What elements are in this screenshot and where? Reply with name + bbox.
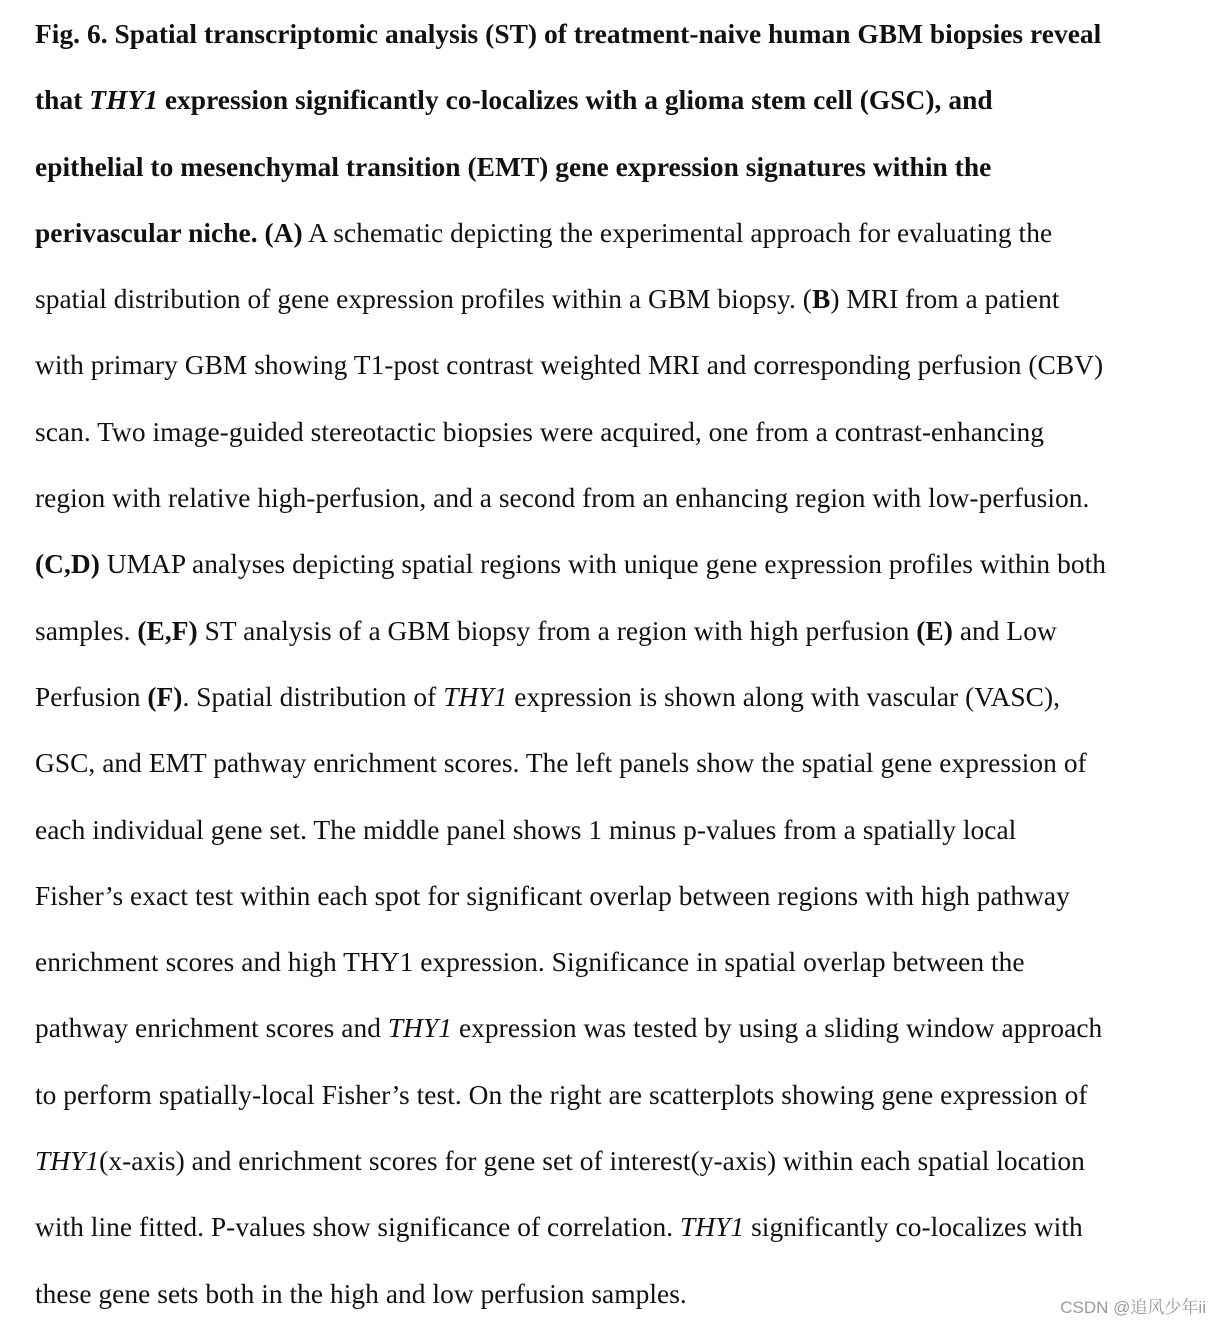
- caption-text: and Low: [952, 615, 1057, 646]
- caption-text: (x-axis) and enrichment scores for gene set of interest(y-axis) within each spatial location: [99, 1146, 1085, 1177]
- caption-line-17: [35, 1075, 1205, 1141]
- caption-line-5: [35, 279, 1205, 345]
- caption-text: GSC, and EMT pathway enrichment scores. The left panels show the spatial gene expression of: [35, 748, 1087, 779]
- caption-line-11: [35, 677, 1205, 743]
- caption-text: scan. Two image-guided stereotactic biopsies were acquired, one from a contrast-enhancing: [35, 416, 1045, 447]
- gene-name-thy1: THY1: [443, 681, 508, 712]
- caption-line-4: [35, 213, 1205, 279]
- panel-label-e: (E): [916, 615, 953, 646]
- caption-text: Perfusion: [35, 681, 148, 712]
- caption-line-9: [35, 544, 1205, 610]
- caption-text-bold: perivascular niche. (A): [35, 217, 303, 248]
- caption-text: pathway enrichment scores and: [35, 1013, 388, 1044]
- caption-line-16: [35, 1008, 1205, 1074]
- caption-text: UMAP analyses depicting spatial regions with unique gene expression profiles within both: [99, 549, 1106, 580]
- caption-line-13: [35, 810, 1205, 876]
- caption-text: region with relative high-perfusion, and a second from an enhancing region with low-perfusion.: [35, 483, 1090, 514]
- caption-text: expression significantly co-localizes with a glioma stem cell (GSC), and: [157, 85, 993, 116]
- caption-text: A schematic depicting the experimental approach for evaluating the: [302, 217, 1053, 248]
- gene-name-thy1: THY1: [680, 1212, 745, 1243]
- caption-line-8: [35, 478, 1205, 544]
- caption-line-6: [35, 345, 1205, 411]
- caption-line-7: [35, 412, 1205, 478]
- caption-text: samples.: [35, 615, 138, 646]
- caption-text: spatial distribution of gene expression profiles within a GBM biopsy. (: [35, 284, 812, 315]
- caption-text: epithelial to mesenchymal transition (EMT) gene expression signatures within the: [35, 151, 992, 182]
- caption-line-15: [35, 942, 1205, 1008]
- caption-text: ) MRI from a patient: [830, 284, 1060, 315]
- panel-label-f: (F): [147, 681, 183, 712]
- caption-line-18: [35, 1141, 1205, 1207]
- caption-text: . Spatial distribution of: [182, 681, 444, 712]
- caption-line-10: [35, 611, 1205, 677]
- gene-name-thy1: THY1: [387, 1013, 453, 1044]
- caption-title-text: Fig. 6. Spatial transcriptomic analysis (ST) of treatment-naive human GBM biopsies reveal: [35, 19, 1102, 49]
- caption-text: these gene sets both in the high and low perfusion samples.: [35, 1278, 687, 1309]
- caption-text: significantly co-localizes with: [744, 1212, 1083, 1243]
- caption-line-1: [35, 14, 1205, 80]
- caption-text: each individual gene set. The middle panel shows 1 minus p-values from a spatially local: [35, 814, 1017, 845]
- caption-text: to perform spatially-local Fisher’s test. On the right are scatterplots showing gene expression of: [35, 1079, 1088, 1110]
- caption-text: ST analysis of a GBM biopsy from a region with high perfusion: [197, 615, 917, 646]
- caption-line-19: [35, 1207, 1205, 1273]
- caption-line-20: [35, 1274, 1205, 1340]
- panel-label-b: B: [811, 284, 831, 315]
- gene-name-thy1: THY1: [35, 1146, 100, 1177]
- figure-caption: [35, 14, 1205, 1340]
- caption-line-12: [35, 743, 1205, 809]
- caption-text: with primary GBM showing T1-post contrast weighted MRI and corresponding perfusion (CBV): [35, 350, 1104, 381]
- csdn-watermark: CSDN @追风少年ii: [1060, 1298, 1206, 1317]
- caption-text: with line fitted. P-values show significance of correlation.: [35, 1212, 681, 1243]
- panel-label-cd: (C,D): [35, 549, 100, 580]
- caption-text: enrichment scores and high THY1 expression. Significance in spatial overlap between the: [35, 947, 1025, 978]
- caption-text: that: [35, 85, 90, 116]
- gene-name-thy1: THY1: [89, 85, 158, 116]
- caption-text: Fisher’s exact test within each spot for significant overlap between regions with high pathway: [35, 880, 1070, 911]
- caption-text: expression is shown along with vascular (VASC),: [507, 681, 1061, 712]
- panel-label-ef: (E,F): [137, 615, 198, 646]
- caption-text: expression was tested by using a sliding window approach: [452, 1013, 1103, 1044]
- caption-line-3: [35, 147, 1205, 213]
- caption-line-14: [35, 876, 1205, 942]
- caption-line-2: [35, 80, 1205, 146]
